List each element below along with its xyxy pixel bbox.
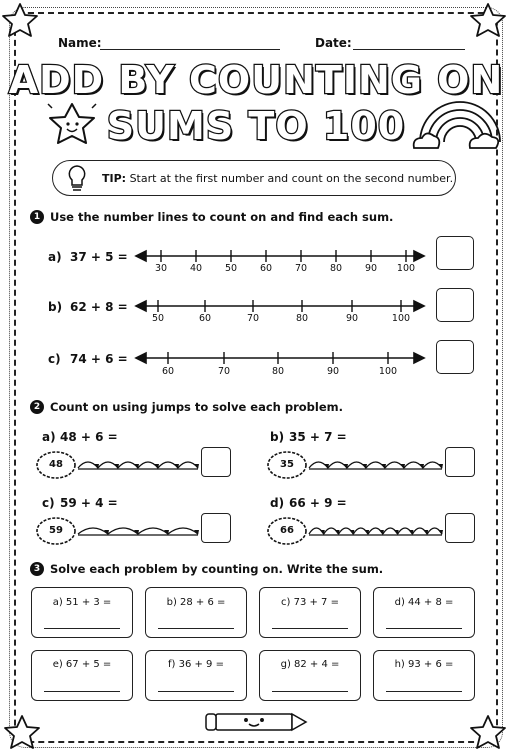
- jump-arrowhead: [194, 530, 199, 535]
- jump-arc: [138, 528, 168, 534]
- tick-label: 100: [396, 263, 416, 274]
- card-text: d) 44 + 8 =: [394, 597, 454, 608]
- s1-b-expr: 62 + 8 =: [70, 300, 128, 314]
- s2-c-label: c): [42, 496, 55, 510]
- tick-label: 100: [391, 313, 411, 324]
- s1-a-label: a): [48, 250, 62, 264]
- section2-number: 2: [30, 400, 44, 414]
- answer-line[interactable]: [158, 628, 234, 629]
- problem-card: [259, 650, 361, 701]
- card-text: g) 82 + 4 =: [280, 659, 340, 670]
- problem-card: [373, 587, 475, 638]
- tick-label: 90: [326, 366, 340, 377]
- answer-box[interactable]: [201, 513, 231, 543]
- answer-box[interactable]: [445, 447, 475, 477]
- s2-b-label: b): [270, 430, 285, 444]
- card-text: e) 67 + 5 =: [52, 659, 112, 670]
- s1-a-expr: 37 + 5 =: [70, 250, 128, 264]
- s2-c-start: 59: [49, 525, 63, 536]
- s2-a-start: 48: [49, 459, 63, 470]
- problem-card: [373, 650, 475, 701]
- jump-arrowhead: [174, 464, 179, 469]
- jump-arrowhead: [400, 464, 405, 469]
- s2-d-expr: 66 + 9 =: [289, 496, 347, 510]
- section2-heading: Count on using jumps to solve each problem.: [50, 400, 343, 414]
- jump-arrowhead: [194, 464, 199, 469]
- answer-line[interactable]: [44, 628, 120, 629]
- jump-arrowhead: [343, 464, 348, 469]
- card-text: h) 93 + 6 =: [394, 659, 454, 670]
- tick-label: 60: [259, 263, 273, 274]
- s2-c-expr: 59 + 4 =: [60, 496, 118, 510]
- answer-line[interactable]: [272, 628, 348, 629]
- tick-label: 70: [246, 313, 260, 324]
- tick-label: 80: [271, 366, 285, 377]
- name-label: Name:: [58, 36, 102, 50]
- jump-arrowhead: [362, 464, 367, 469]
- card-text: a) 51 + 3 =: [52, 597, 112, 608]
- answer-box[interactable]: [445, 513, 475, 543]
- section1-number: 1: [30, 210, 44, 224]
- jump-arrowhead: [154, 464, 159, 469]
- s2-d-label: d): [270, 496, 285, 510]
- problem-card: [259, 587, 361, 638]
- tick-label: 50: [151, 313, 165, 324]
- tick-label: 90: [364, 263, 378, 274]
- answer-line[interactable]: [386, 628, 462, 629]
- jump-arrowhead: [94, 464, 99, 469]
- section3-heading: Solve each problem by counting on. Write the sum.: [50, 562, 384, 576]
- s2-a-label: a): [42, 430, 56, 444]
- section3-number: 3: [30, 562, 44, 576]
- title-line1: ADD BY COUNTING ON: [8, 58, 504, 102]
- tip-bold: TIP:: [102, 172, 127, 185]
- title-line2: SUMS TO 100: [106, 104, 406, 148]
- jump-arc: [78, 528, 108, 534]
- s1-b-label: b): [48, 300, 63, 314]
- tip-body: Start at the first number and count on the second number.: [129, 172, 454, 185]
- problem-card: [145, 650, 247, 701]
- s1-c-label: c): [48, 352, 61, 366]
- problem-card: [145, 587, 247, 638]
- answer-line[interactable]: [44, 691, 120, 692]
- s2-b-start: 35: [280, 459, 294, 470]
- s2-d-start: 66: [280, 525, 294, 536]
- tick-label: 70: [294, 263, 308, 274]
- jump-arrowhead: [438, 530, 443, 535]
- jump-arc: [168, 528, 198, 534]
- card-text: f) 36 + 9 =: [168, 659, 224, 670]
- date-label: Date:: [315, 36, 352, 50]
- s2-a-expr: 48 + 6 =: [60, 430, 118, 444]
- tick-label: 60: [161, 366, 175, 377]
- answer-line[interactable]: [272, 691, 348, 692]
- tick-label: 80: [295, 313, 309, 324]
- tick-label: 40: [189, 263, 203, 274]
- tick-label: 80: [329, 263, 343, 274]
- s1-c-expr: 74 + 6 =: [70, 352, 128, 366]
- tick-label: 50: [224, 263, 238, 274]
- jump-arc: [108, 528, 138, 534]
- answer-line[interactable]: [158, 691, 234, 692]
- tick-label: 60: [198, 313, 212, 324]
- tick-label: 100: [378, 366, 398, 377]
- tick-label: 70: [217, 366, 231, 377]
- jump-arrowhead: [324, 464, 329, 469]
- problem-card: [31, 587, 133, 638]
- problem-card: [31, 650, 133, 701]
- tick-label: 90: [345, 313, 359, 324]
- jump-arrowhead: [114, 464, 119, 469]
- jump-arrowhead: [381, 464, 386, 469]
- jump-arrowhead: [134, 464, 139, 469]
- card-text: b) 28 + 6 =: [166, 597, 226, 608]
- s2-b-expr: 35 + 7 =: [289, 430, 347, 444]
- jump-arrowhead: [438, 464, 443, 469]
- card-text: c) 73 + 7 =: [281, 597, 339, 608]
- jump-arrowhead: [419, 464, 424, 469]
- section1-heading: Use the number lines to count on and find each sum.: [50, 210, 394, 224]
- answer-line[interactable]: [386, 691, 462, 692]
- tick-label: 30: [154, 263, 168, 274]
- answer-box[interactable]: [201, 447, 231, 477]
